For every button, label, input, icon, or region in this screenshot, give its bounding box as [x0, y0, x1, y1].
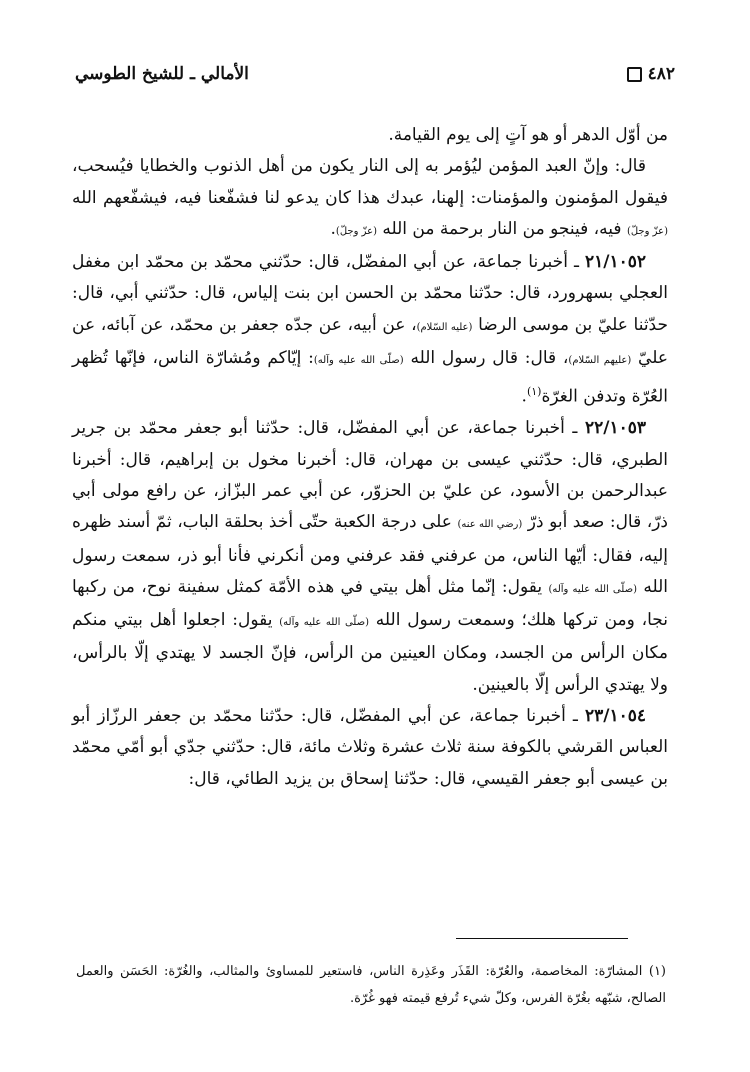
page-number-block	[627, 64, 675, 84]
page-header	[75, 56, 675, 92]
honorific: (عليه السّلام)	[416, 321, 473, 333]
honorific: (عزّ وجلّ)	[626, 225, 668, 237]
running-title: الأمالي ـ للشيخ الطوسي	[75, 64, 249, 84]
square-marker-icon	[627, 67, 642, 82]
honorific: (عزّ وجلّ)	[335, 225, 377, 237]
honorific: (صلّى الله عليه وآله)	[548, 583, 637, 595]
paragraph-continuation: من أوّل الدهر أو هو آتٍ إلى يوم القيامة.	[388, 125, 668, 145]
footnote-reference[interactable]: (١)	[526, 385, 542, 399]
hadith-number: ٢١/١٠٥٢	[585, 252, 646, 273]
honorific: (صلّى الله عليه وآله)	[313, 355, 404, 367]
page-number: ٤٨٢	[647, 64, 675, 84]
honorific: (صلّى الله عليه وآله)	[279, 617, 370, 629]
hadith-1053: ٢٢/١٠٥٣ ـ أخبرنا جماعة، عن أبي المفضّل، قال: حدّثنا أبو جعفر محمّد بن جرير الطبري، قال: حدّثني عيسى بن مهران، قال: أخبرنا مخول بن إبراهيم، قال: أخبرنا عبدالرحمن بن الأسود، عن عليّ بن الحزوّر، عن أبي عمر البزّاز، عن رافع مولى أبي ذرّ، قال: صعد أبو ذرّ (رضي الله عنه) على درجة الكعبة حتّى أخذ بحلقة الباب، ثمّ أسند ظهره إليه، فقال: أيّها الناس، من عرفني فقد عرفني ومن أنكرني فأنا أبو ذر، سمعت رسول الله (صلّى الله عليه وآله) يقول: إنّما مثل أهل بيتي في هذه الأمّة كمثل سفينة نوح، من ركبها نجا، ومن تركها هلك؛ وسمعت رسول الله (صلّى الله عليه وآله) يقول: اجعلوا أهل بيتي منكم مكان الرأس من الجسد، ومكان العينين من الرأس، فإنّ الجسد لا يهتدي إلّا بالرأس، ولا يهتدي الرأس إلّا بالعينين.	[72, 418, 668, 695]
footnote-divider	[456, 938, 628, 939]
hadith-1052: ٢١/١٠٥٢ ـ أخبرنا جماعة، عن أبي المفضّل، قال: حدّثني محمّد بن محمّد ابن مغفل العجلي بسهرورد، قال: حدّثنا محمّد بن الحسن ابن بنت إلياس، قال: حدّثني أبي، قال: حدّثنا عليّ بن موسى الرضا (عليه السّلام)، عن أبيه، عن جدّه جعفر بن محمّد، عن آبائه، عن عليّ (عليهم السّلام)، قال: قال رسول الله (صلّى الله عليه وآله): إيّاكم ومُشارّة الناس، فإنّها تُظهر العُرّة وتدفن الغرّة$^{(١)}$.	[72, 252, 668, 408]
hadith-number: ٢٣/١٠٥٤	[585, 706, 646, 726]
hadith-number: ٢٢/١٠٥٣	[585, 418, 646, 439]
honorific: (رضي الله عنه)	[457, 519, 523, 531]
footnote: (١) المشارّة: المخاصمة، والعُرّة: القَذَر وعَذِرة الناس، فاستعير للمساوئ والمثالب، والغُرّة: الحَسَن والعمل الصالح، شبّهه بغُرّة الفرس، وكلّ شيء تُرفع قيمته فهو غُرّة.	[76, 964, 666, 1006]
paragraph-intercession: قال: وإنّ العبد المؤمن ليُؤمر به إلى النار يكون من أهل الذنوب والخطايا فيُسحب، فيقول المؤمنون والمؤمنات: إلهنا، عبدك هذا كان يدعو لنا فشفّعنا فيه، فيشفّعهم الله (عزّ وجلّ) فيه، فينجو من النار برحمة من الله (عزّ وجلّ).	[72, 156, 668, 239]
main-text	[72, 120, 668, 795]
hadith-1054: ٢٣/١٠٥٤ ـ أخبرنا جماعة، عن أبي المفضّل، قال: حدّثنا محمّد بن جعفر الرزّاز أبو العباس القرشي بالكوفة سنة ثلاث عشرة وثلاث مائة، قال: حدّثني جدّي أبو أمّي محمّد بن عيسى أبو جعفر القيسي، قال: حدّثنا إسحاق بن يزيد الطائي، قال:	[72, 706, 668, 789]
honorific: (عليهم السّلام)	[568, 355, 632, 367]
